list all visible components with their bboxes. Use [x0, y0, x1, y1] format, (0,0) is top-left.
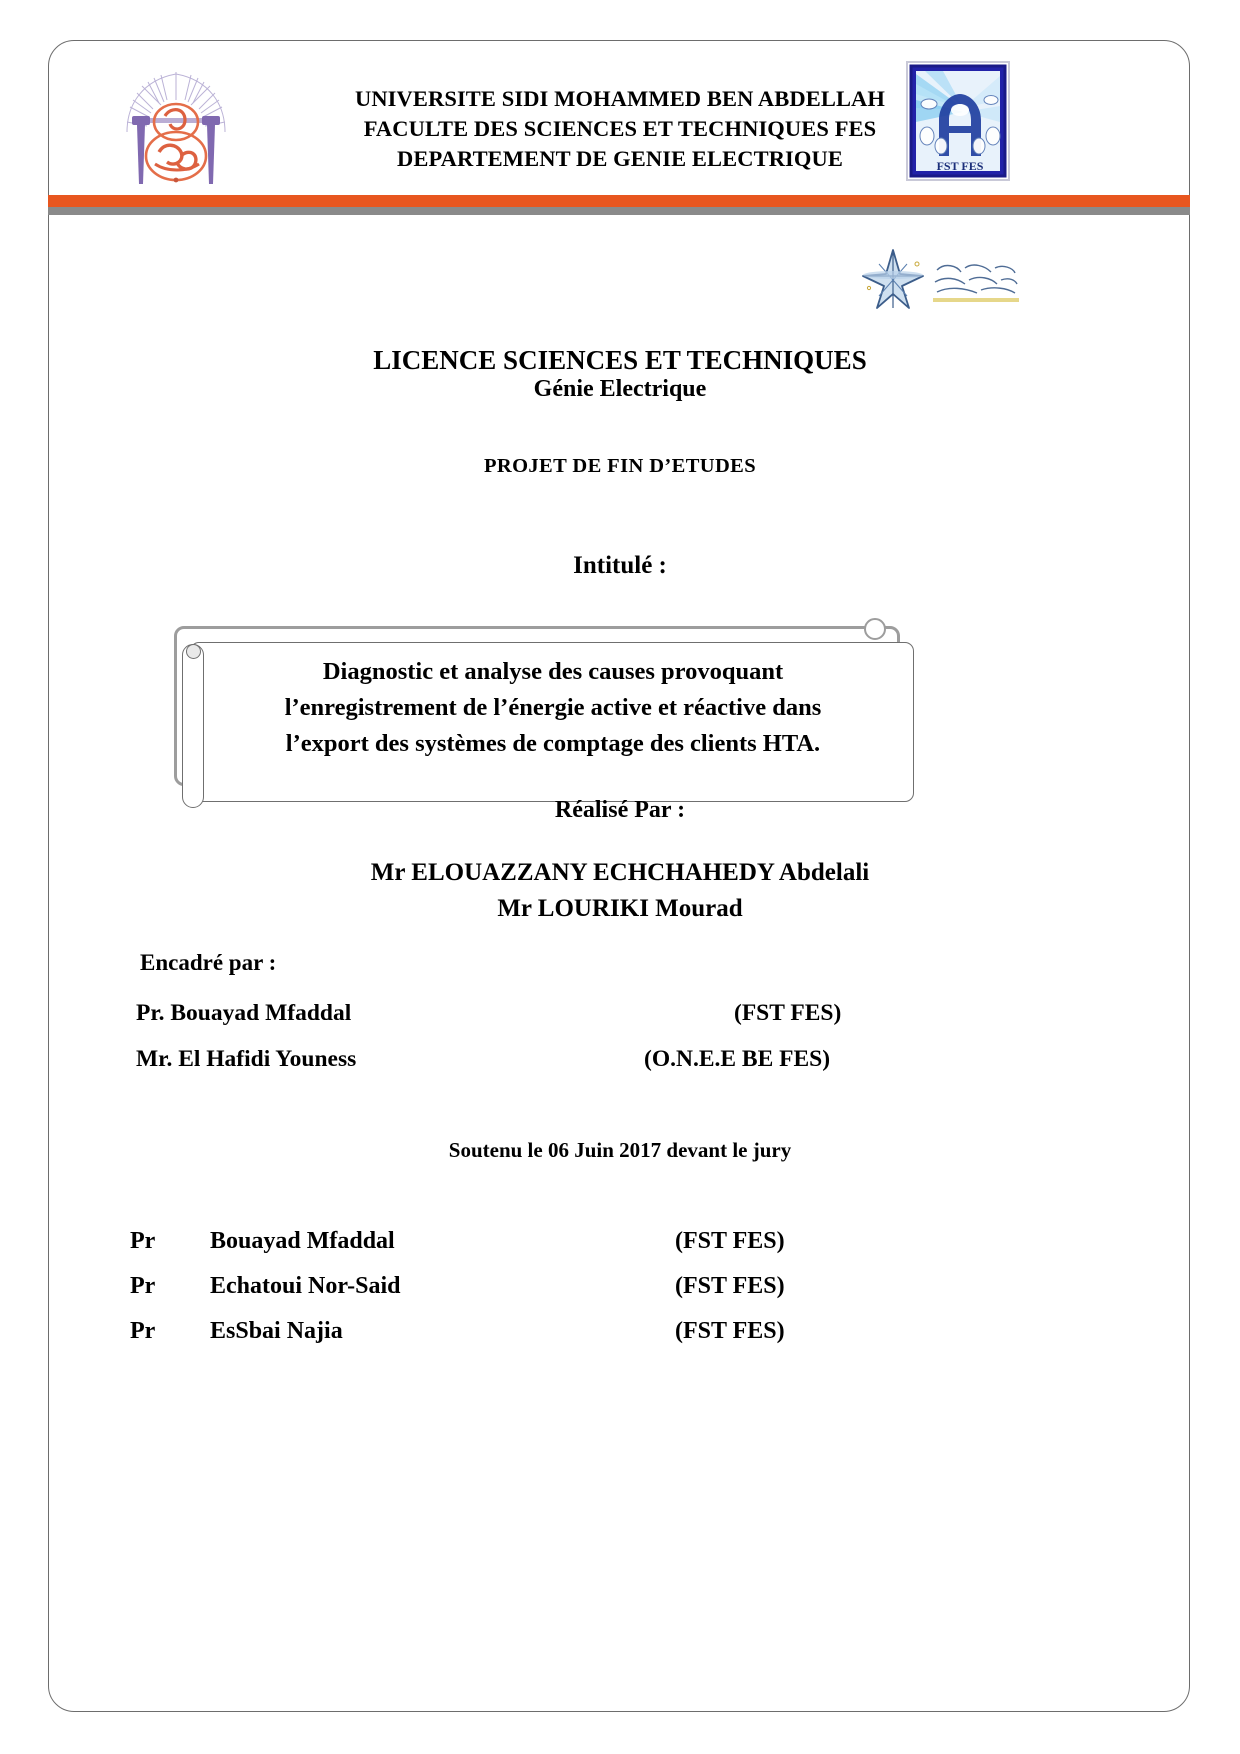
jury-title: Pr [130, 1318, 156, 1344]
scroll-left-roll [182, 644, 204, 808]
university-header-text [250, 84, 990, 174]
jury-affiliation: (FST FES) [675, 1273, 785, 1299]
supervisor-name: Mr. El Hafidi Youness [136, 1046, 357, 1072]
orange-divider-bar [48, 195, 1190, 207]
diploma-subtitle: Génie Electrique [533, 376, 707, 402]
fst-fes-logo [905, 60, 1011, 182]
header-line-3: DEPARTEMENT DE GENIE ELECTRIQUE [397, 146, 843, 171]
scroll-curl-top-right [864, 618, 886, 640]
jury-affiliation: (FST FES) [675, 1318, 785, 1344]
header-line-1: UNIVERSITE SIDI MOHAMMED BEN ABDELLAH [354, 86, 886, 111]
onee-star-pylon-logo [845, 248, 1020, 310]
jury-name: Bouayad Mfaddal [210, 1228, 395, 1254]
grey-divider-bar [48, 207, 1190, 215]
jury-affiliation: (FST FES) [675, 1228, 785, 1254]
authors-label: Réalisé Par : [554, 797, 686, 823]
jury-name: Echatoui Nor-Said [210, 1273, 401, 1299]
author-name-2: Mr LOURIKI Mourad [497, 895, 743, 922]
supervisor-name: Pr. Bouayad Mfaddal [136, 1000, 352, 1026]
jury-list [130, 1228, 890, 1363]
jury-row [130, 1228, 890, 1273]
jury-title: Pr [130, 1273, 156, 1299]
supervisor-affiliation: (O.N.E.E BE FES) [644, 1046, 831, 1072]
jury-name: EsSbai Najia [210, 1318, 343, 1344]
defense-date-line: Soutenu le 06 Juin 2017 devant le jury [448, 1138, 792, 1162]
document-header [50, 42, 1188, 194]
supervisors-label: Encadré par : [140, 950, 277, 975]
supervisor-row [136, 1046, 876, 1073]
supervisor-affiliation: (FST FES) [734, 1000, 842, 1026]
subject-scroll-banner [168, 612, 910, 810]
jury-title: Pr [130, 1228, 156, 1254]
scroll-curl-top-left [186, 644, 201, 659]
jury-row [130, 1318, 890, 1363]
supervisor-row [136, 1000, 876, 1027]
header-line-2: FACULTE DES SCIENCES ET TECHNIQUES FES [363, 116, 877, 141]
author-name-1: Mr ELOUAZZANY ECHCHAHEDY Abdelali [370, 859, 870, 886]
fst-fes-logo-caption: FST FES [936, 159, 984, 173]
subject-title-text [212, 654, 894, 762]
universite-sidi-mohammed-ben-abdellah-logo [115, 60, 237, 186]
intitule-label: Intitulé : [573, 552, 667, 579]
project-label: PROJET DE FIN D’ETUDES [483, 455, 757, 477]
subject-line-2: l’enregistrement de l’énergie active et réactive dans [284, 694, 822, 721]
subject-line-3: l’export des systèmes de comptage des clients HTA. [285, 730, 821, 757]
jury-row [130, 1273, 890, 1318]
authors-list [120, 855, 1120, 927]
subject-line-1: Diagnostic et analyse des causes provoquant [322, 658, 784, 685]
diploma-title: LICENCE SCIENCES ET TECHNIQUES [373, 345, 867, 375]
